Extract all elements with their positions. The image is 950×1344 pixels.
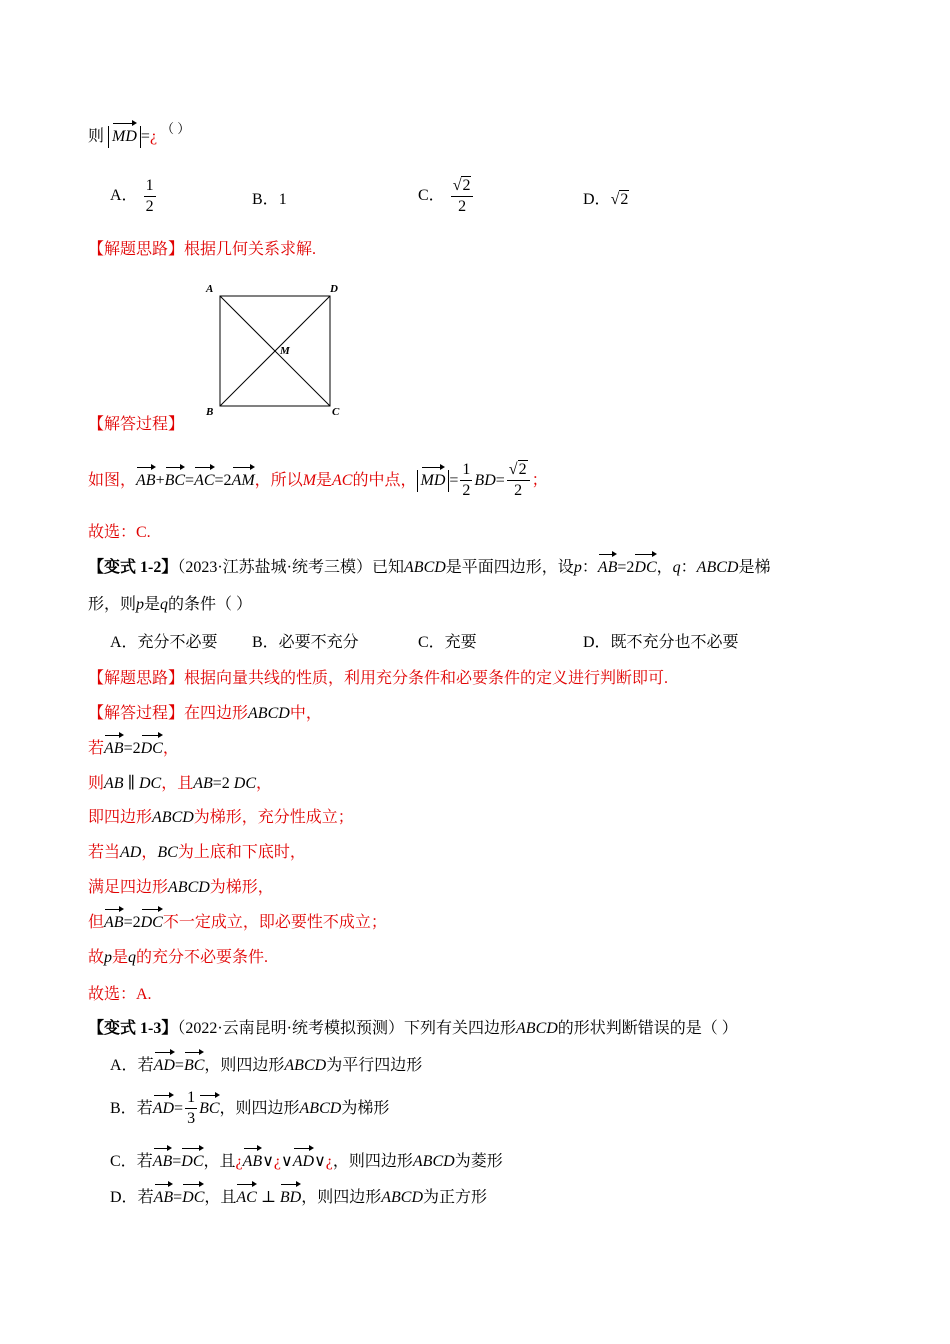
abs-md: MD: [108, 126, 141, 148]
q2-step-1: 若AB=2DC，: [88, 738, 179, 760]
q2-step-6: 但AB=2DC不一定成立，即必要性不成立；: [88, 912, 387, 934]
q1-process-label: 【解答过程】: [88, 416, 185, 433]
q2-step-5: 满足四边形ABCD为梯形，: [88, 879, 274, 896]
q3-option-c: C．若AB=DC，且¿AB∨¿∨AD∨¿，则四边形ABCD为菱形: [110, 1151, 503, 1173]
q1-thinking: 【解题思路】根据几何关系求解.: [88, 241, 317, 258]
q2-option-b: B．必要不充分: [252, 634, 359, 651]
label-c: C: [332, 406, 340, 418]
q1-option-d: D．√2: [583, 191, 629, 208]
q3-stem: 【变式 1-3】（2022·云南昆明·统考模拟预测）下列有关四边形ABCD的形状判断错误的是（ ）: [88, 1020, 738, 1037]
q2-stem-line2: 形，则p是q的条件（ ）: [88, 596, 253, 613]
q1-option-c: C． $\frac{√2}{2}$: [418, 178, 475, 215]
q2-option-d: D．既不充分也不必要: [583, 634, 739, 651]
q2-step-4: 若当AD，BC为上底和下底时，: [88, 844, 306, 861]
q2-step-7: 故p是q的充分不必要条件.: [88, 949, 269, 966]
q2-thinking: 【解题思路】根据向量共线的性质，利用充分条件和必要条件的定义进行判断即可.: [88, 670, 669, 687]
q3-option-d: D．若AB=DC，且AC ⊥ BD，则四边形ABCD为正方形: [110, 1187, 487, 1209]
q3-option-a: A．若AD=BC，则四边形ABCD为平行四边形: [110, 1055, 422, 1077]
q1-answer: 故选：C.: [88, 524, 151, 541]
label-b: B: [206, 406, 214, 418]
label-m: M: [280, 345, 290, 357]
q1-stem: 则 MD =¿ （ ）: [88, 118, 190, 148]
q2-answer: 故选：A.: [88, 986, 152, 1003]
label-d: D: [330, 283, 338, 295]
q3-option-b: B． 若 AD = $\frac{1}{3}$ BC ，则四边形 ABCD 为梯形: [110, 1089, 390, 1127]
q2-step-2: 则AB ∥ DC，且AB=2 DC，: [88, 775, 273, 792]
square-figure: [200, 278, 350, 420]
q2-step-3: 即四边形ABCD为梯形，充分性成立；: [88, 809, 354, 826]
label-a: A: [206, 283, 214, 295]
q2-process: 【解答过程】在四边形ABCD中，: [88, 705, 322, 722]
q1-option-a: A． $\frac{1}{2}$: [110, 177, 154, 215]
q2-option-c: C．充要: [418, 634, 477, 651]
q1-option-b: B．1: [252, 191, 287, 208]
q2-stem-line1: 【变式 1-2】（2023·江苏盐城·统考三模）已知ABCD是平面四边形，设p：AB=2DC，q：ABCD是梯: [88, 557, 770, 579]
q1-solution: 如图， AB+BC=AC=2AM ，所以 M 是 AC 的中点， MD = $\frac{1}{2}$ BD = $\frac{√2}{2}$ ；: [88, 461, 548, 499]
q2-option-a: A．充分不必要: [110, 634, 218, 651]
